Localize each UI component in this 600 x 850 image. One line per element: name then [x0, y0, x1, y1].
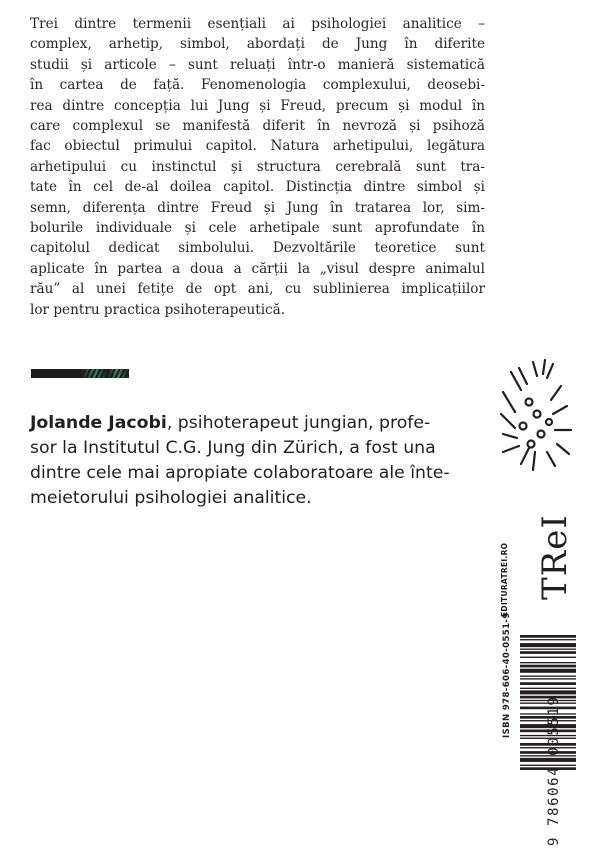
blurb-line: rea dintre concepția lui Jung și Freud, precum și modul în	[30, 97, 485, 114]
blurb-line: lor pentru practica psihoterapeutică.	[30, 301, 286, 318]
isbn-label: ISBN 978-606-40-0551-9	[502, 612, 512, 738]
blurb-line: studii și articole – sunt reluați într-o manieră sistematică	[30, 56, 485, 73]
blurb-line: Trei dintre termenii esențiali ai psihologiei analitice –	[30, 16, 485, 32]
bio-line: dintre cele mai apropiate colaboratoare ale înte-	[30, 463, 450, 483]
publisher-website: EDITURATREI.RO	[500, 542, 509, 617]
blurb-line: complex, arhetip, simbol, abordați de Jung în diferite	[30, 36, 485, 53]
blurb-line: fac obiectul primului capitol. Natura arhetipului, legătura	[30, 138, 485, 155]
bio-line: meietorului psihologiei analitice.	[30, 488, 312, 508]
author-name: Jolande Jacobi	[30, 413, 167, 433]
decorative-stripe	[31, 369, 129, 378]
blurb-line: în cartea de față. Fenomenologia complexului, deosebi-	[30, 77, 485, 94]
bio-line: sor la Institutul C.G. Jung din Zürich, a fost una	[30, 438, 436, 458]
barcode-bar	[520, 639, 576, 640]
barcode-bar	[520, 690, 576, 694]
barcode-bar	[520, 649, 576, 650]
blurb-line: aplicate în partea a doua a cărții la „visul despre animalul	[30, 260, 485, 277]
barcode-bar	[520, 635, 576, 638]
barcode-bar	[520, 688, 576, 689]
bio-line	[30, 411, 470, 436]
publisher-logo-icon	[493, 352, 579, 480]
barcode-bar	[520, 643, 576, 647]
back-cover-blurb	[30, 14, 485, 320]
blurb-line: care complexul se manifestă diferit în nevroză și psihoză	[30, 118, 485, 135]
barcode-bar	[520, 678, 576, 679]
barcode-bar	[520, 662, 576, 663]
bio-line-rest: , psihoterapeut jungian, profe-	[166, 413, 431, 433]
blurb-line: tate în cel de-al doilea capitol. Distincția dintre simbol și	[30, 179, 485, 196]
barcode-bar	[520, 665, 576, 668]
blurb-line: bolurile individuale și cele arhetipale sunt aprofundate în	[30, 220, 485, 237]
barcode-bar	[520, 657, 576, 658]
barcode-bar	[520, 676, 576, 677]
author-bio	[30, 411, 470, 511]
ean-digits: 9 786064 005519	[546, 695, 562, 846]
blurb-line: rău” al unei fetițe de opt ani, cu sublinierea implicațiilor	[30, 281, 485, 298]
barcode-bar	[520, 669, 576, 673]
barcode-bar	[520, 651, 576, 654]
publisher-brand: TReI	[535, 514, 575, 600]
blurb-line: semn, diferența dintre Freud și Jung în tratarea lor, sim-	[30, 199, 485, 216]
barcode-bar	[520, 682, 576, 685]
blurb-line: arhetipului cu instinctul și structura cerebrală sunt tra-	[30, 158, 485, 175]
blurb-line: capitolul dedicat simbolului. Dezvoltările teoretice sunt	[30, 240, 485, 257]
